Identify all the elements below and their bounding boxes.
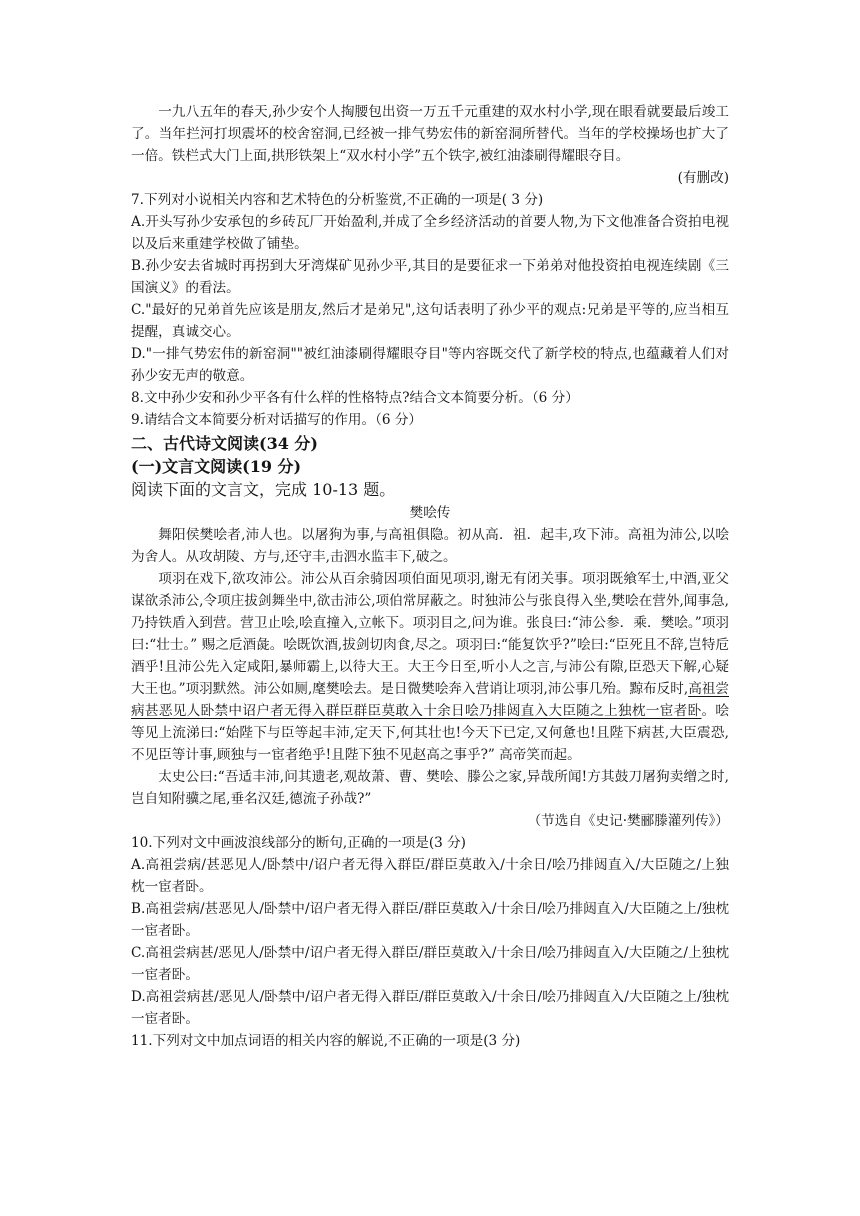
story-paragraph: 一九八五年的春天,孙少安个人掏腰包出资一万五千元重建的双水村小学,现在眼看就要最后竣工了。当年拦河打坝震坏的校舍窑洞,已经被一排气势宏伟的新窑洞所替代。当年的学校操场也扩大了一倍。铁栏式大门上面,拱形铁架上“双水村小学”五个铁字,被红油漆刷得耀眼夺目。 <box>131 104 729 164</box>
question-7 <box>131 189 729 387</box>
question-9: 9.请结合文本简要分析对话描写的作用。（6 分） <box>131 412 423 428</box>
story-source: (有删改) <box>677 170 729 186</box>
passage-paragraph-2-end: 。哙等见上流涕曰:“始陛下与臣等起丰沛,定天下,何其壮也!今天下已定,又何惫也!且陛下病甚,大臣震恐,不见臣等计事,顾独与一宦者绝乎!且陛下独不见赵高之事乎?” 高帝笑而起。 <box>131 703 730 763</box>
passage-paragraph-2 <box>131 568 729 766</box>
section-2-subtitle: (一)文言文阅读(19 分) <box>131 457 302 476</box>
passage-source: （节选自《史记·樊郦滕灌列传》） <box>527 813 729 829</box>
question-7-option-d: D."一排气势宏伟的新窑洞""被红油漆刷得耀眼夺目"等内容既交代了新学校的特点,也蕴藏着人们对孙少安无声的敬意。 <box>131 346 729 384</box>
question-7-option-b: B.孙少安去省城时再拐到大牙湾煤矿见孙少平,其目的是要征求一下弟弟对他投资拍电视连续剧《三国演义》的看法。 <box>131 258 729 296</box>
page-content <box>131 101 729 1052</box>
passage-title: 樊哙传 <box>409 505 451 521</box>
question-7-stem: 7.下列对小说相关内容和艺术特色的分析鉴赏,不正确的一项是( 3 分) <box>131 192 544 208</box>
question-10-option-d: D.高祖尝病甚/恶见人/卧禁中/诏户者无得入群臣/群臣莫敢入/十余日/哙乃排闼直入/大臣随之上/独枕一宦者卧。 <box>131 989 729 1027</box>
question-8: 8.文中孙少安和孙少平各有什么样的性格特点?结合文本简要分析。（6 分） <box>131 390 579 406</box>
question-10-stem: 10.下列对文中画波浪线部分的断句,正确的一项是(3 分) <box>131 835 466 851</box>
passage-paragraph-3: 太史公曰:“吾适丰沛,问其遗老,观故萧、曹、樊哙、滕公之家,异哉所闻!方其鼓刀屠狗卖缯之时,岂自知附骥之尾,垂名汉廷,德流子孙哉?” <box>131 769 729 807</box>
passage-paragraph-2-start: 项羽在戏下,欲攻沛公。沛公从百余骑因项伯面见项羽,谢无有闭关事。项羽既飨军士,中酒,亚父谋欲杀沛公,令项庄拔剑舞坐中,欲击沛公,项伯常屏蔽之。时独沛公与张良得入坐,樊哙在营外,闻事急,乃持铁盾入到营。营卫止哙,哙直撞入,立帐下。项羽目之,问为谁。张良曰:“沛公参．乘．樊哙。”项羽曰:“壮士。” 赐之卮酒彘。哙既饮酒,拔剑切肉食,尽之。项羽曰:“能复饮乎?”哙曰:“臣死且不辞,岂特卮酒乎!且沛公先入定咸阳,暴师霸上,以待大王。大王今日至,听小人之言,与沛公有隙,臣恐天下解,心疑大王也。”项羽默然。沛公如厕,麾樊哙去。是日微樊哙奔入营诮让项羽,沛公事几殆。黥布反时, <box>131 571 729 697</box>
question-7-option-a: A.开头写孙少安承包的乡砖瓦厂开始盈利,并成了全乡经济活动的首要人物,为下文他准备合资拍电视以及后来重建学校做了铺垫。 <box>131 214 729 252</box>
question-7-option-c: C."最好的兄弟首先应该是朋友,然后才是弟兄",这句话表明了孙少平的观点:兄弟是平等的,应当相互提醒，真诚交心。 <box>131 302 729 340</box>
classical-passage <box>131 502 729 832</box>
question-10-option-a: A.高祖尝病/甚恶见人/卧禁中/诏户者无得入群臣/群臣莫敢入/十余日/哙乃排闼直入/大臣随之/上独 枕一宦者卧。 <box>131 857 729 895</box>
reading-instruction: 阅读下面的文言文，完成 10-13 题。 <box>131 480 396 499</box>
question-11-stem: 11.下列对文中加点词语的相关内容的解说,不正确的一项是(3 分) <box>131 1033 521 1049</box>
passage-paragraph-1: 舞阳侯樊哙者,沛人也。以屠狗为事,与高祖俱隐。初从高．祖．起丰,攻下沛。高祖为沛公,以哙为舍人。从攻胡陵、方与,还守丰,击泗水监丰下,破之。 <box>131 527 729 565</box>
wavy-underlined-sentence: 高祖尝病甚恶见人卧禁中诏户者无得入群臣群臣莫敢入十余日哙乃排闼直入大臣随之上独枕一宦者卧 <box>131 681 729 719</box>
question-10-option-c: C.高祖尝病甚/恶见人/卧禁中/诏户者无得入群臣/群臣莫敢入/十余日/哙乃排闼直入/大臣随之/上独枕一宦者卧。 <box>131 945 729 983</box>
question-10-option-b: B.高祖尝病/甚恶见人/卧禁中/诏户者无得入群臣/群臣莫敢入/十余日/哙乃排闼直入/大臣随之上/独枕一宦者卧。 <box>131 901 729 939</box>
question-10 <box>131 832 729 1030</box>
section-2-title: 二、古代诗文阅读(34 分) <box>131 434 318 453</box>
